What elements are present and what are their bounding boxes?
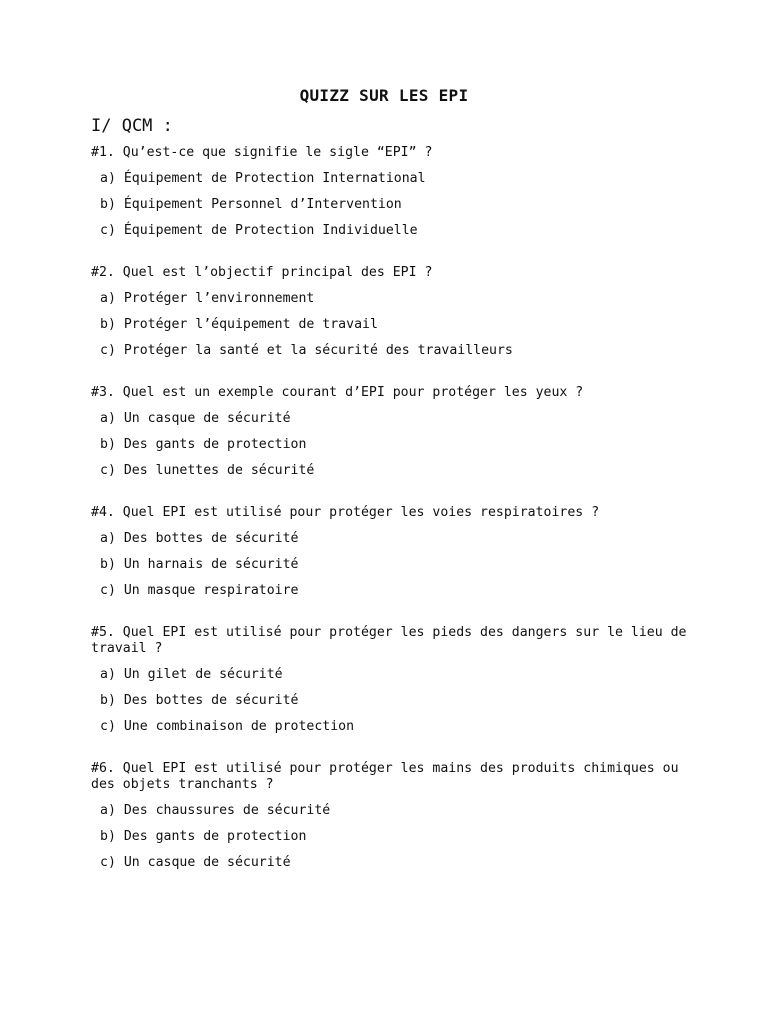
document-title: QUIZZ SUR LES EPI — [299, 86, 469, 105]
answer-option: c) Un casque de sécurité — [100, 855, 291, 870]
answer-option: c) Une combinaison de protection — [100, 719, 355, 734]
question-4 — [91, 505, 691, 599]
answer-option: b) Des bottes de sécurité — [100, 693, 299, 708]
answer-option: b) Équipement Personnel d’Intervention — [100, 197, 402, 212]
question-1 — [91, 145, 691, 239]
question-text: #6. Quel EPI est utilisé pour protéger les mains des produits chimiques ou des objets tranchants ? — [91, 761, 687, 792]
answer-option: c) Des lunettes de sécurité — [100, 463, 315, 478]
question-5 — [91, 625, 695, 735]
answer-option: b) Un harnais de sécurité — [100, 557, 299, 572]
answer-option: b) Des gants de protection — [100, 829, 307, 844]
question-text: #2. Quel est l’objectif principal des EPI ? — [91, 265, 433, 280]
answer-option: c) Protéger la santé et la sécurité des travailleurs — [100, 343, 513, 358]
question-text: #1. Qu’est-ce que signifie le sigle “EPI” ? — [91, 145, 433, 160]
section-heading: I/ QCM : — [91, 116, 173, 136]
question-text: #4. Quel EPI est utilisé pour protéger les voies respiratoires ? — [91, 505, 600, 520]
answer-option: a) Protéger l’environnement — [100, 291, 315, 306]
answer-option: b) Protéger l’équipement de travail — [100, 317, 378, 332]
answer-option: a) Des bottes de sécurité — [100, 531, 299, 546]
answer-option: a) Équipement de Protection International — [100, 171, 426, 186]
answer-option: a) Un casque de sécurité — [100, 411, 291, 426]
question-text: #3. Quel est un exemple courant d’EPI pour protéger les yeux ? — [91, 385, 584, 400]
answer-option: c) Équipement de Protection Individuelle — [100, 223, 418, 238]
question-6 — [91, 761, 691, 871]
question-text: #5. Quel EPI est utilisé pour protéger les pieds des dangers sur le lieu de travail ? — [91, 625, 695, 656]
answer-option: a) Des chaussures de sécurité — [100, 803, 331, 818]
answer-option: c) Un masque respiratoire — [100, 583, 299, 598]
question-3 — [91, 385, 691, 479]
answer-option: b) Des gants de protection — [100, 437, 307, 452]
answer-option: a) Un gilet de sécurité — [100, 667, 283, 682]
question-2 — [91, 265, 691, 359]
question-list — [91, 145, 695, 897]
